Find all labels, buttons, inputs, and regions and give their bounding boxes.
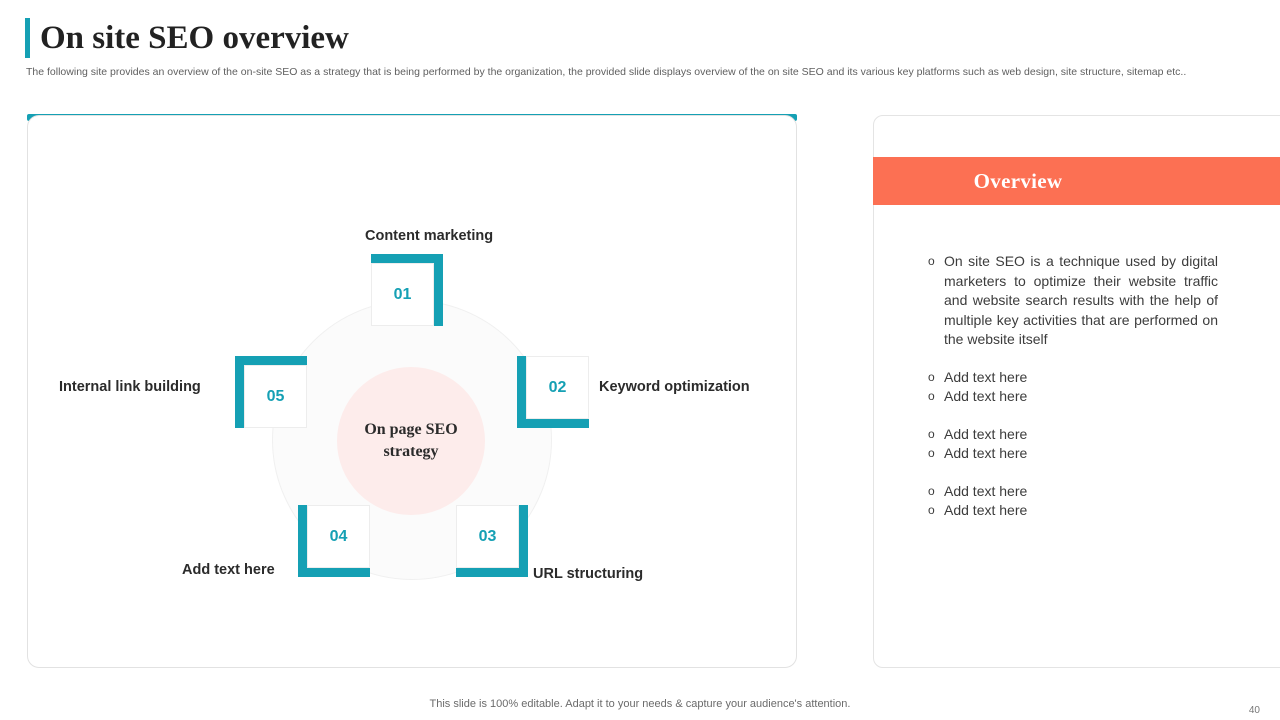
circle-bullet-icon: o bbox=[928, 369, 935, 384]
diagram-node-04[interactable] bbox=[298, 505, 370, 577]
page-title: On site SEO overview bbox=[40, 20, 349, 56]
diagram-node-02[interactable] bbox=[517, 356, 589, 428]
overview-bullet-list bbox=[928, 252, 1218, 539]
list-item-text: On site SEO is a technique used by digital marketers to optimize their website traffic and website search results with the help of multiple key activities that are performed on the website itself bbox=[944, 253, 1218, 347]
page-number: 40 bbox=[1248, 705, 1260, 716]
node-number-05: 05 bbox=[266, 387, 285, 405]
diagram-core-label: On page SEO strategy bbox=[364, 421, 458, 460]
list-item-text: Add text here bbox=[944, 425, 1028, 442]
node-number-04: 04 bbox=[329, 527, 348, 545]
bullet-group bbox=[928, 425, 1218, 464]
list-item bbox=[928, 482, 1218, 502]
title-accent-bar bbox=[25, 18, 30, 58]
diagram-node-05[interactable] bbox=[235, 356, 307, 428]
node-square-01 bbox=[371, 263, 434, 326]
list-item-text: Add text here bbox=[944, 482, 1028, 499]
circle-bullet-icon: o bbox=[928, 446, 935, 460]
list-item bbox=[928, 387, 1218, 407]
node-number-03: 03 bbox=[478, 527, 497, 545]
circle-bullet-icon: o bbox=[928, 389, 935, 403]
list-item-text: Add text here bbox=[944, 445, 1028, 461]
list-item-text: Add text here bbox=[944, 502, 1028, 518]
footer-note: This slide is 100% editable. Adapt it to your needs & capture your audience's attention. bbox=[429, 698, 851, 710]
node-square-05 bbox=[244, 365, 307, 428]
list-item bbox=[928, 368, 1218, 388]
bullet-group bbox=[928, 252, 1218, 350]
diagram-label-05: Internal link building bbox=[59, 379, 201, 395]
diagram-node-03[interactable] bbox=[456, 505, 528, 577]
node-number-02: 02 bbox=[548, 378, 567, 396]
node-square-03 bbox=[456, 505, 519, 568]
node-square-02 bbox=[526, 356, 589, 419]
page-subtitle: The following site provides an overview of the on-site SEO as a strategy that is being performed by the organization, the provided slide displays overview of the on site SEO and its various key platforms such as web design, site structure, sitemap etc.. bbox=[26, 66, 1187, 78]
diagram-label-04: Add text here bbox=[182, 562, 275, 578]
on-page-seo-diagram bbox=[27, 115, 797, 668]
list-item-text: Add text here bbox=[944, 388, 1028, 404]
list-item bbox=[928, 501, 1218, 521]
overview-title: Overview bbox=[973, 168, 1063, 193]
circle-bullet-icon: o bbox=[928, 483, 935, 498]
circle-bullet-icon: o bbox=[928, 503, 935, 517]
node-square-04 bbox=[307, 505, 370, 568]
list-item bbox=[928, 444, 1218, 464]
circle-bullet-icon: o bbox=[928, 426, 935, 441]
diagram-label-02: Keyword optimization bbox=[599, 379, 750, 395]
list-item bbox=[928, 252, 1218, 350]
list-item bbox=[928, 425, 1218, 445]
bullet-group bbox=[928, 482, 1218, 521]
diagram-label-03: URL structuring bbox=[533, 566, 644, 582]
list-item-text: Add text here bbox=[944, 368, 1028, 385]
circle-bullet-icon: o bbox=[928, 254, 935, 268]
bullet-group bbox=[928, 368, 1218, 407]
diagram-node-01[interactable] bbox=[371, 254, 443, 326]
diagram-label-01: Content marketing bbox=[365, 228, 494, 244]
page-title-bar bbox=[25, 18, 349, 58]
overview-title-band bbox=[873, 157, 1280, 205]
node-number-01: 01 bbox=[393, 285, 412, 303]
diagram-core bbox=[337, 367, 485, 515]
